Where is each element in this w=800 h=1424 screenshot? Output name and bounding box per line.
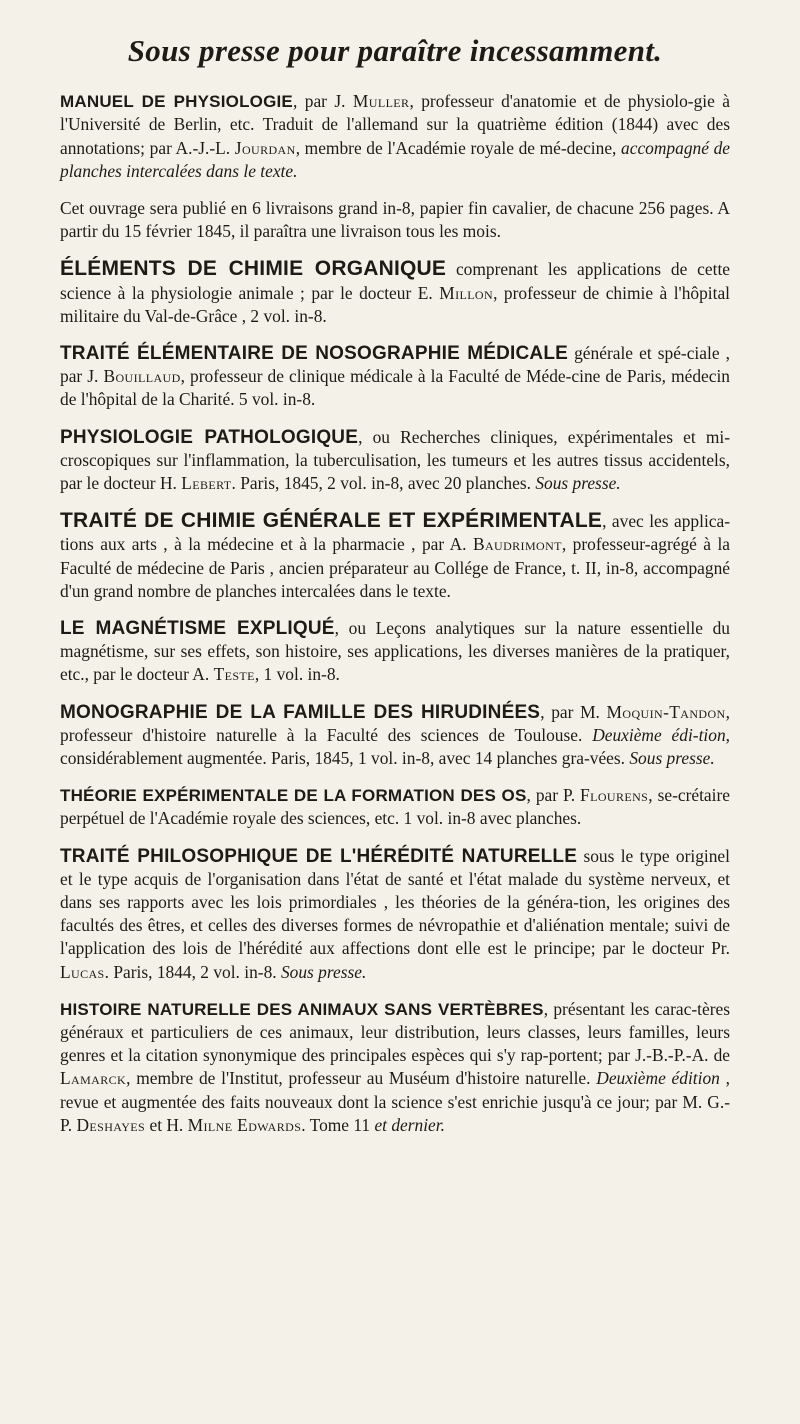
entry-manuel-physiologie: MANUEL DE PHYSIOLOGIE, par J. Muller, professeur d'anatomie et de physiolo-gie à l'Université de Berlin, etc. Traduit de l'allemand sur la quatrième édition (1844) avec des annotations; par A.-J.-L. Jourdan, membre de l'Académie royale de mé-decine, accompagné de planches intercalées dans le texte. xyxy=(60,91,730,181)
entry-title: TRAITÉ DE CHIMIE GÉNÉRALE ET EXPÉRIMENTALE xyxy=(60,509,603,533)
entry-physiologie-pathologique: PHYSIOLOGIE PATHOLOGIQUE, ou Recherches cliniques, expérimentales et mi-croscopiques sur l'inflammation, la tuberculisation, les tumeurs et les autres tissus accidentels, par le docteur H. Lebert. Paris, 1845, 2 vol. in-8, avec 20 planches. Sous presse. xyxy=(60,426,730,493)
author-name: Lamarck xyxy=(60,1068,127,1089)
author-name: Deshayes xyxy=(76,1114,146,1135)
entry-title: ÉLÉMENTS DE CHIMIE ORGANIQUE xyxy=(60,257,447,281)
author-name: Milne Edwards xyxy=(187,1114,302,1135)
entry-title: MONOGRAPHIE DE LA FAMILLE DES HIRUDINÉES xyxy=(60,701,541,723)
entry-magnetisme: LE MAGNÉTISME EXPLIQUÉ, ou Leçons analytiques sur la nature essentielle du magnétisme, sur ses effets, son histoire, ses applications, les diverses manières de la pratiquer, etc., par le docteur A. Teste, 1 vol. in-8. xyxy=(60,617,730,685)
author-name: Muller xyxy=(352,91,410,112)
entry-heredite: TRAITÉ PHILOSOPHIQUE DE L'HÉRÉDITÉ NATURELLE sous le type originel et le type acquis de l'organisation dans l'état de santé et l'état malade du système nerveux, et dans ses rapports avec les lois primordiales , les théories de la généra-tion, les origines des facultés des êtres, et celles des diverses formes de névropathie et d'aliénation mentale; suivi de l'application des lois de l'hérédité aux affections dont elle est le principe; par le docteur Pr. Lucas. Paris, 1844, 2 vol. in-8. Sous presse. xyxy=(60,845,730,982)
author-name: Flourens xyxy=(580,785,649,806)
author-name: Lucas xyxy=(60,961,105,982)
author-name: Teste xyxy=(213,664,255,685)
author-name: Lebert xyxy=(181,472,232,493)
entry-formation-os: THÉORIE EXPÉRIMENTALE DE LA FORMATION DES OS, par P. Flourens, se-crétaire perpétuel de l'Académie royale des sciences, etc. 1 vol. in-8 avec planches. xyxy=(60,785,730,829)
page-header: Sous presse pour paraître incessamment. xyxy=(127,33,663,68)
entry-title: THÉORIE EXPÉRIMENTALE DE LA FORMATION DES OS xyxy=(60,786,527,806)
author-name: Moquin-Tandon xyxy=(606,701,726,722)
entry-title: PHYSIOLOGIE PATHOLOGIQUE xyxy=(60,426,359,448)
author-name: Baudrimont xyxy=(472,534,562,555)
author-name: Bouillaud xyxy=(103,366,181,387)
entry-title: HISTOIRE NATURELLE DES ANIMAUX SANS VERTÈBRES xyxy=(60,999,544,1019)
entry-title: TRAITÉ PHILOSOPHIQUE DE L'HÉRÉDITÉ NATURELLE xyxy=(60,845,578,867)
entry-nosographie: TRAITÉ ÉLÉMENTAIRE DE NOSOGRAPHIE MÉDICALE générale et spé-ciale , par J. Bouillaud, professeur de clinique médicale à la Faculté de Méde-cine de Paris, médecin de l'hôpital de la Charité. 5 vol. in-8. xyxy=(60,342,730,410)
entry-chimie-generale: TRAITÉ DE CHIMIE GÉNÉRALE ET EXPÉRIMENTALE, avec les applica-tions aux arts , à la médecine et à la pharmacie , par A. Baudrimont, professeur-agrégé à la Faculté de médecine de Paris , ancien préparateur au Collége de France, t. II, in-8, accompagné d'un grand nombre de planches intercalées dans le texte. xyxy=(60,509,730,601)
entry-chimie-organique: ÉLÉMENTS DE CHIMIE ORGANIQUE comprenant les applications de cette science à la physiologie animale ; par le docteur E. Millon, professeur de chimie à l'hôpital militaire du Val-de-Grâce , 2 vol. in-8. xyxy=(60,257,730,326)
entry-title: LE MAGNÉTISME EXPLIQUÉ xyxy=(60,617,335,639)
entry-title: TRAITÉ ÉLÉMENTAIRE DE NOSOGRAPHIE MÉDICALE xyxy=(60,342,569,364)
translator-name: Jourdan xyxy=(234,137,296,158)
entry-animaux-sans-vertebres: HISTOIRE NATURELLE DES ANIMAUX SANS VERTÈBRES, présentant les carac-tères généraux et particuliers de ces animaux, leur distribution, leurs classes, leurs familles, leurs genres et la citation synonymique des principales espèces qui s'y rap-portent; par J.-B.-P.-A. de Lamarck, membre de l'Institut, professeur au Muséum d'histoire naturelle. Deuxième édition , revue et augmentée des faits nouveaux dont la science s'est enrichie jusqu'à ce jour; par M. G.-P. Deshayes et H. Milne Edwards. Tome 11 et dernier. xyxy=(60,998,730,1135)
entry-hirudinees: MONOGRAPHIE DE LA FAMILLE DES HIRUDINÉES, par M. Moquin-Tandon, professeur d'histoire naturelle à la Faculté des sciences de Toulouse. Deuxième édi-tion, considérablement augmentée. Paris, 1845, 1 vol. in-8, avec 14 planches gra-vées. Sous presse. xyxy=(60,701,730,768)
publication-note: Cet ouvrage sera publié en 6 livraisons grand in-8, papier fin cavalier, de chacune 256 pages. A partir du 15 février 1845, il paraîtra une livraison tous les mois. xyxy=(60,197,730,242)
entry-title: MANUEL DE PHYSIOLOGIE xyxy=(60,92,293,112)
author-name: Millon xyxy=(439,282,494,303)
